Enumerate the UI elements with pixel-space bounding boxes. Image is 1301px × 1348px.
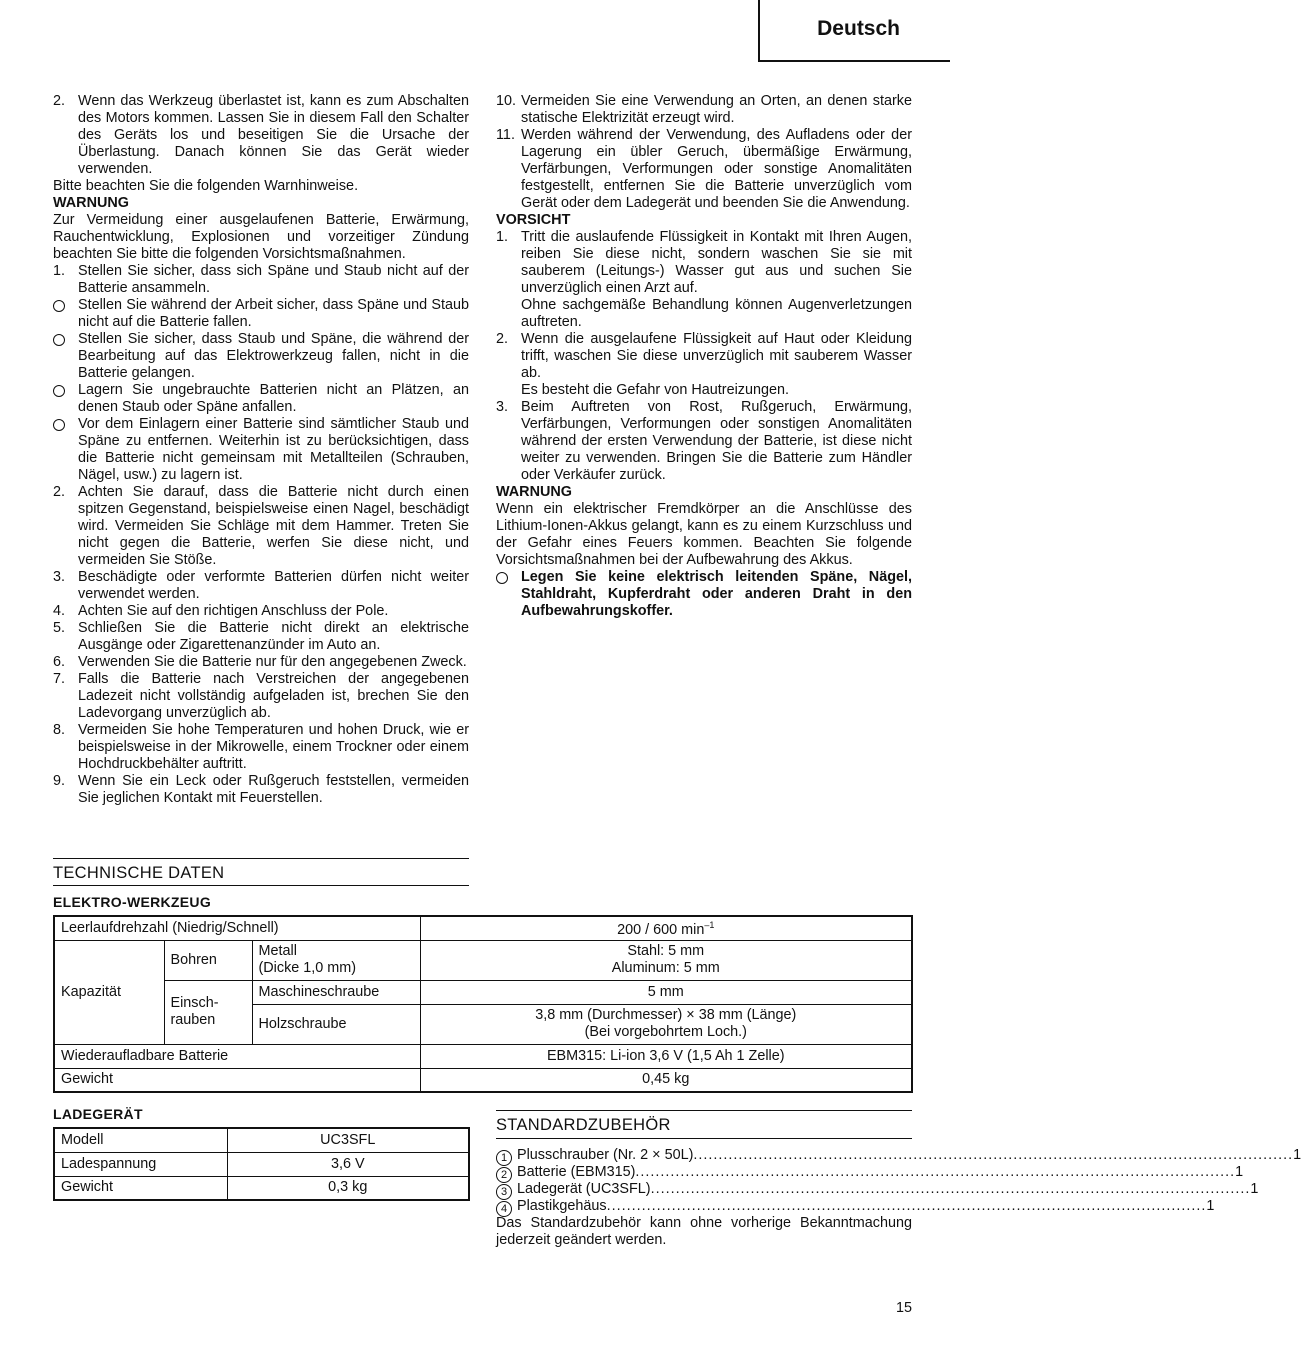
list-item xyxy=(496,93,912,127)
item-number: 2. xyxy=(496,331,509,347)
charger-title: LADEGERÄT xyxy=(53,1106,143,1122)
table-row xyxy=(54,1176,469,1200)
divider xyxy=(496,1110,912,1111)
accessory-qty: 1 xyxy=(1235,1164,1244,1180)
divider xyxy=(496,1138,912,1139)
item-text: Stellen Sie sicher, dass Staub und Späne, die während der Bearbeitung auf das Elektrowerkzeug fallen, nicht in die Batterie gelangen. xyxy=(78,331,469,381)
warning-heading: WARNUNG xyxy=(53,195,129,211)
wood-screw-label: Holzschraube xyxy=(252,1004,420,1044)
list-item xyxy=(53,620,469,654)
item-number: 1. xyxy=(53,263,66,279)
item-text: Lagern Sie ungebrauchte Batterien nicht an Plätzen, an denen Staub oder Späne anfallen. xyxy=(78,382,469,415)
item-number: 3. xyxy=(53,569,66,585)
charger-value: UC3SFL xyxy=(227,1128,469,1152)
list-item xyxy=(53,416,469,484)
item-number: 5. xyxy=(53,620,66,636)
right-column xyxy=(496,93,912,620)
leader-dots: ........................................................................................................................ xyxy=(635,1164,1236,1180)
accessory-qty: 1 xyxy=(1293,1147,1301,1163)
item-text: Stellen Sie während der Arbeit sicher, dass Späne und Staub nicht auf die Batterie fallen. xyxy=(78,297,469,330)
table-row xyxy=(54,1128,469,1152)
divider xyxy=(53,858,469,859)
item-number: 9. xyxy=(53,773,66,789)
wood-screw-value: 3,8 mm (Durchmesser) × 38 mm (Länge) (Bei vorgebohrtem Loch.) xyxy=(420,1004,912,1044)
list-item: 2. Wenn das Werkzeug überlastet ist, kann es zum Abschalten des Motors kommen. Lassen Sie in diesem Fall den Schalter des Geräts los und beseitigen Sie die Ursache der Überlastung. Danach können Sie das Gerät wieder verwenden. xyxy=(53,93,469,177)
leader-dots: ........................................................................................................................ xyxy=(650,1181,1251,1197)
list-item xyxy=(53,297,469,331)
item-number: 1. xyxy=(496,229,509,245)
item-text: Achten Sie darauf, dass die Batterie nicht durch einen spitzen Gegenstand, beispielsweise einen Nagel, beschädigt wird. Vermeiden Sie Schläge mit dem Hammer. Treten Sie nicht gegen die Batterie, werfen Sie diese nicht, und vermeiden Sie Stöße. xyxy=(78,484,469,568)
accessories-note: Das Standardzubehör kann ohne vorherige Bekanntmachung jederzeit geändert werden. xyxy=(496,1215,912,1248)
warning-heading-right: WARNUNG xyxy=(496,484,572,500)
battery-value: EBM315: Li-ion 3,6 V (1,5 Ah 1 Zelle) xyxy=(420,1044,912,1068)
accessories-title: STANDARDZUBEHÖR xyxy=(496,1116,671,1134)
item-text: Wenn Sie ein Leck oder Rußgeruch feststellen, vermeiden Sie jeglichen Kontakt mit Feuerstellen. xyxy=(78,773,469,806)
item-text: Vermeiden Sie hohe Temperaturen und hohen Druck, wie er beispielsweise in der Mikrowelle, einem Trockner oder einem Hochdruckbehälter auftritt. xyxy=(78,722,469,772)
item-text: Falls die Batterie nach Verstreichen der angegebenen Ladezeit nicht vollständig aufgeladen ist, brechen Sie den Ladevorgang unverzüglich ab. xyxy=(78,671,469,721)
list-item xyxy=(496,399,912,484)
warning-bullet: Legen Sie keine elektrisch leitenden Späne, Nägel, Stahldraht, Kupferdraht oder anderen Draht in den Aufbewahrungskoffer. xyxy=(496,569,912,620)
item-text: Wenn die ausgelaufene Flüssigkeit auf Haut oder Kleidung trifft, waschen Sie diese unverzüglich mit sauberem Wasser ab. xyxy=(521,331,912,381)
charger-label: Modell xyxy=(54,1128,227,1152)
item-number: 4. xyxy=(53,603,66,619)
number-circle-icon: 2 xyxy=(496,1167,512,1183)
circle-bullet-icon xyxy=(53,334,65,346)
item-text: Vermeiden Sie eine Verwendung an Orten, an denen starke statische Elektrizität erzeugt wird. xyxy=(521,93,912,126)
circle-bullet-icon xyxy=(53,419,65,431)
item-number: 2. xyxy=(53,484,66,500)
item-text: Schließen Sie die Batterie nicht direkt an elektrische Ausgänge oder Zigarettenanzünder im Auto an. xyxy=(78,620,469,653)
language-label: Deutsch xyxy=(817,17,900,40)
page-number: 15 xyxy=(896,1300,913,1316)
leader-dots: ........................................................................................................................ xyxy=(693,1147,1294,1163)
list-item xyxy=(53,773,469,807)
list-item xyxy=(496,1198,1215,1215)
item-number: 7. xyxy=(53,671,66,687)
list-item xyxy=(53,382,469,416)
capacity-label: Kapazität xyxy=(54,940,164,1044)
machine-screw-label: Maschineschraube xyxy=(252,980,420,1004)
drill-label: Bohren xyxy=(164,940,252,980)
accessory-label: Plastikgehäus xyxy=(517,1198,607,1214)
weight-label: Gewicht xyxy=(54,1068,420,1092)
item-number: 3. xyxy=(496,399,509,415)
item-text: Beim Auftreten von Rost, Rußgeruch, Erwärmung, Verfärbungen, Verformungen oder sonstigen Anomalitäten während der ersten Verwendung der Batterie, ist diese nicht weiter zu verwenden. Bringen Sie die Batterie zum Händler oder Verkäufer zurück. xyxy=(521,399,912,483)
number-circle-icon: 3 xyxy=(496,1184,512,1200)
item-text: Achten Sie auf den richtigen Anschluss der Pole. xyxy=(78,603,389,619)
charger-label: Gewicht xyxy=(54,1176,227,1200)
metal-value: Stahl: 5 mm Aluminum: 5 mm xyxy=(420,940,912,980)
item-number: 10. xyxy=(496,93,517,109)
caution-heading: VORSICHT xyxy=(496,212,571,228)
warning-text: Zur Vermeidung einer ausgelaufenen Batterie, Erwärmung, Rauchentwicklung, Explosionen und vorzeitiger Zündung beachten Sie bitte die folgenden Vorsichtsmaßnahmen. xyxy=(53,212,469,262)
item-text: Tritt die auslaufende Flüssigkeit in Kontakt mit Ihren Augen, reiben Sie diese nicht, sondern waschen Sie sie mit sauberem (Leitungs-) Wasser gut aus und suchen Sie unverzüglich einen Arzt auf. xyxy=(521,229,912,296)
tool-spec-table xyxy=(53,915,913,1093)
tech-title: TECHNISCHE DATEN xyxy=(53,864,225,882)
list-item xyxy=(53,654,469,671)
number-circle-icon: 1 xyxy=(496,1150,512,1166)
item-text: Werden während der Verwendung, des Aufladens oder der Lagerung ein übler Geruch, übermäßige Erwärmung, Verfärbungen, Verformungen oder sonstige Anomalitäten festgestellt, entfernen Sie die Batterie unverzüglich vom Gerät oder dem Ladegerät und beenden Sie die Anwendung. xyxy=(521,127,912,211)
weight-value: 0,45 kg xyxy=(420,1068,912,1092)
machine-screw-value: 5 mm xyxy=(420,980,912,1004)
list-item xyxy=(496,229,912,331)
item-number: 11. xyxy=(496,127,515,143)
language-tab xyxy=(758,0,950,62)
item-text: Stellen Sie sicher, dass sich Späne und Staub nicht auf der Batterie ansammeln. xyxy=(78,263,469,296)
item-extra-text: Ohne sachgemäße Behandlung können Augenverletzungen auftreten. xyxy=(521,297,912,330)
tool-title: ELEKTRO-WERKZEUG xyxy=(53,894,212,910)
list-item xyxy=(496,331,912,399)
list-item xyxy=(53,603,469,620)
leader-dots: ........................................................................................................................ xyxy=(606,1198,1207,1214)
battery-label: Wiederaufladbare Batterie xyxy=(54,1044,420,1068)
item-text: Vor dem Einlagern einer Batterie sind sämtlicher Staub und Späne zu entfernen. Weiterhin ist zu berücksichtigen, dass die Batterie nicht gemeinsam mit Metallteilen (Schrauben, Nägel, usw.) zu lagern ist. xyxy=(78,416,469,483)
metal-label: Metall (Dicke 1,0 mm) xyxy=(252,940,420,980)
circle-bullet-icon xyxy=(53,300,65,312)
accessory-label: Ladegerät (UC3SFL) xyxy=(517,1181,651,1197)
charger-value: 0,3 kg xyxy=(227,1176,469,1200)
charger-label: Ladespannung xyxy=(54,1152,227,1176)
accessory-qty: 1 xyxy=(1250,1181,1259,1197)
accessory-label: Batterie (EBM315) xyxy=(517,1164,636,1180)
screw-label: Einsch- rauben xyxy=(164,980,252,1044)
item-text: Beschädigte oder verformte Batterien dürfen nicht weiter verwendet werden. xyxy=(78,569,469,602)
note-text: Bitte beachten Sie die folgenden Warnhinweise. xyxy=(53,178,359,194)
accessory-label: Plusschrauber (Nr. 2 × 50L) xyxy=(517,1147,694,1163)
list-item xyxy=(53,484,469,569)
speed-value: 200 / 600 $\min^{-1}$ xyxy=(420,916,912,940)
list-item xyxy=(496,1164,1244,1181)
speed-label: Leerlaufdrehzahl (Niedrig/Schnell) xyxy=(54,916,420,940)
item-text: Verwenden Sie die Batterie nur für den angegebenen Zweck. xyxy=(78,654,467,670)
table-row xyxy=(54,1152,469,1176)
item-extra-text: Es besteht die Gefahr von Hautreizungen. xyxy=(521,382,789,398)
accessory-qty: 1 xyxy=(1206,1198,1215,1214)
list-item xyxy=(496,127,912,212)
warning-text-right: Wenn ein elektrischer Fremdkörper an die Anschlüsse des Lithium-Ionen-Akkus gelangt, kann es zu einem Kurzschluss und der Gefahr eines Feuers kommen. Beachten Sie folgende Vorsichtsmaßnahmen bei der Aufbewahrung des Akkus. xyxy=(496,501,912,568)
list-item xyxy=(496,1147,1301,1164)
list-item xyxy=(53,722,469,773)
left-column xyxy=(53,93,469,807)
list-item xyxy=(53,263,469,297)
list-item xyxy=(53,671,469,722)
list-item xyxy=(53,569,469,603)
accessories-list xyxy=(496,1147,1301,1249)
divider xyxy=(53,885,469,886)
item-number: 8. xyxy=(53,722,66,738)
list-item xyxy=(53,331,469,382)
circle-bullet-icon xyxy=(53,385,65,397)
list-item xyxy=(496,1181,1259,1198)
number-circle-icon: 4 xyxy=(496,1201,512,1217)
item-number: 6. xyxy=(53,654,66,670)
circle-bullet-icon xyxy=(496,572,508,584)
charger-value: 3,6 V xyxy=(227,1152,469,1176)
charger-spec-table xyxy=(53,1127,470,1201)
